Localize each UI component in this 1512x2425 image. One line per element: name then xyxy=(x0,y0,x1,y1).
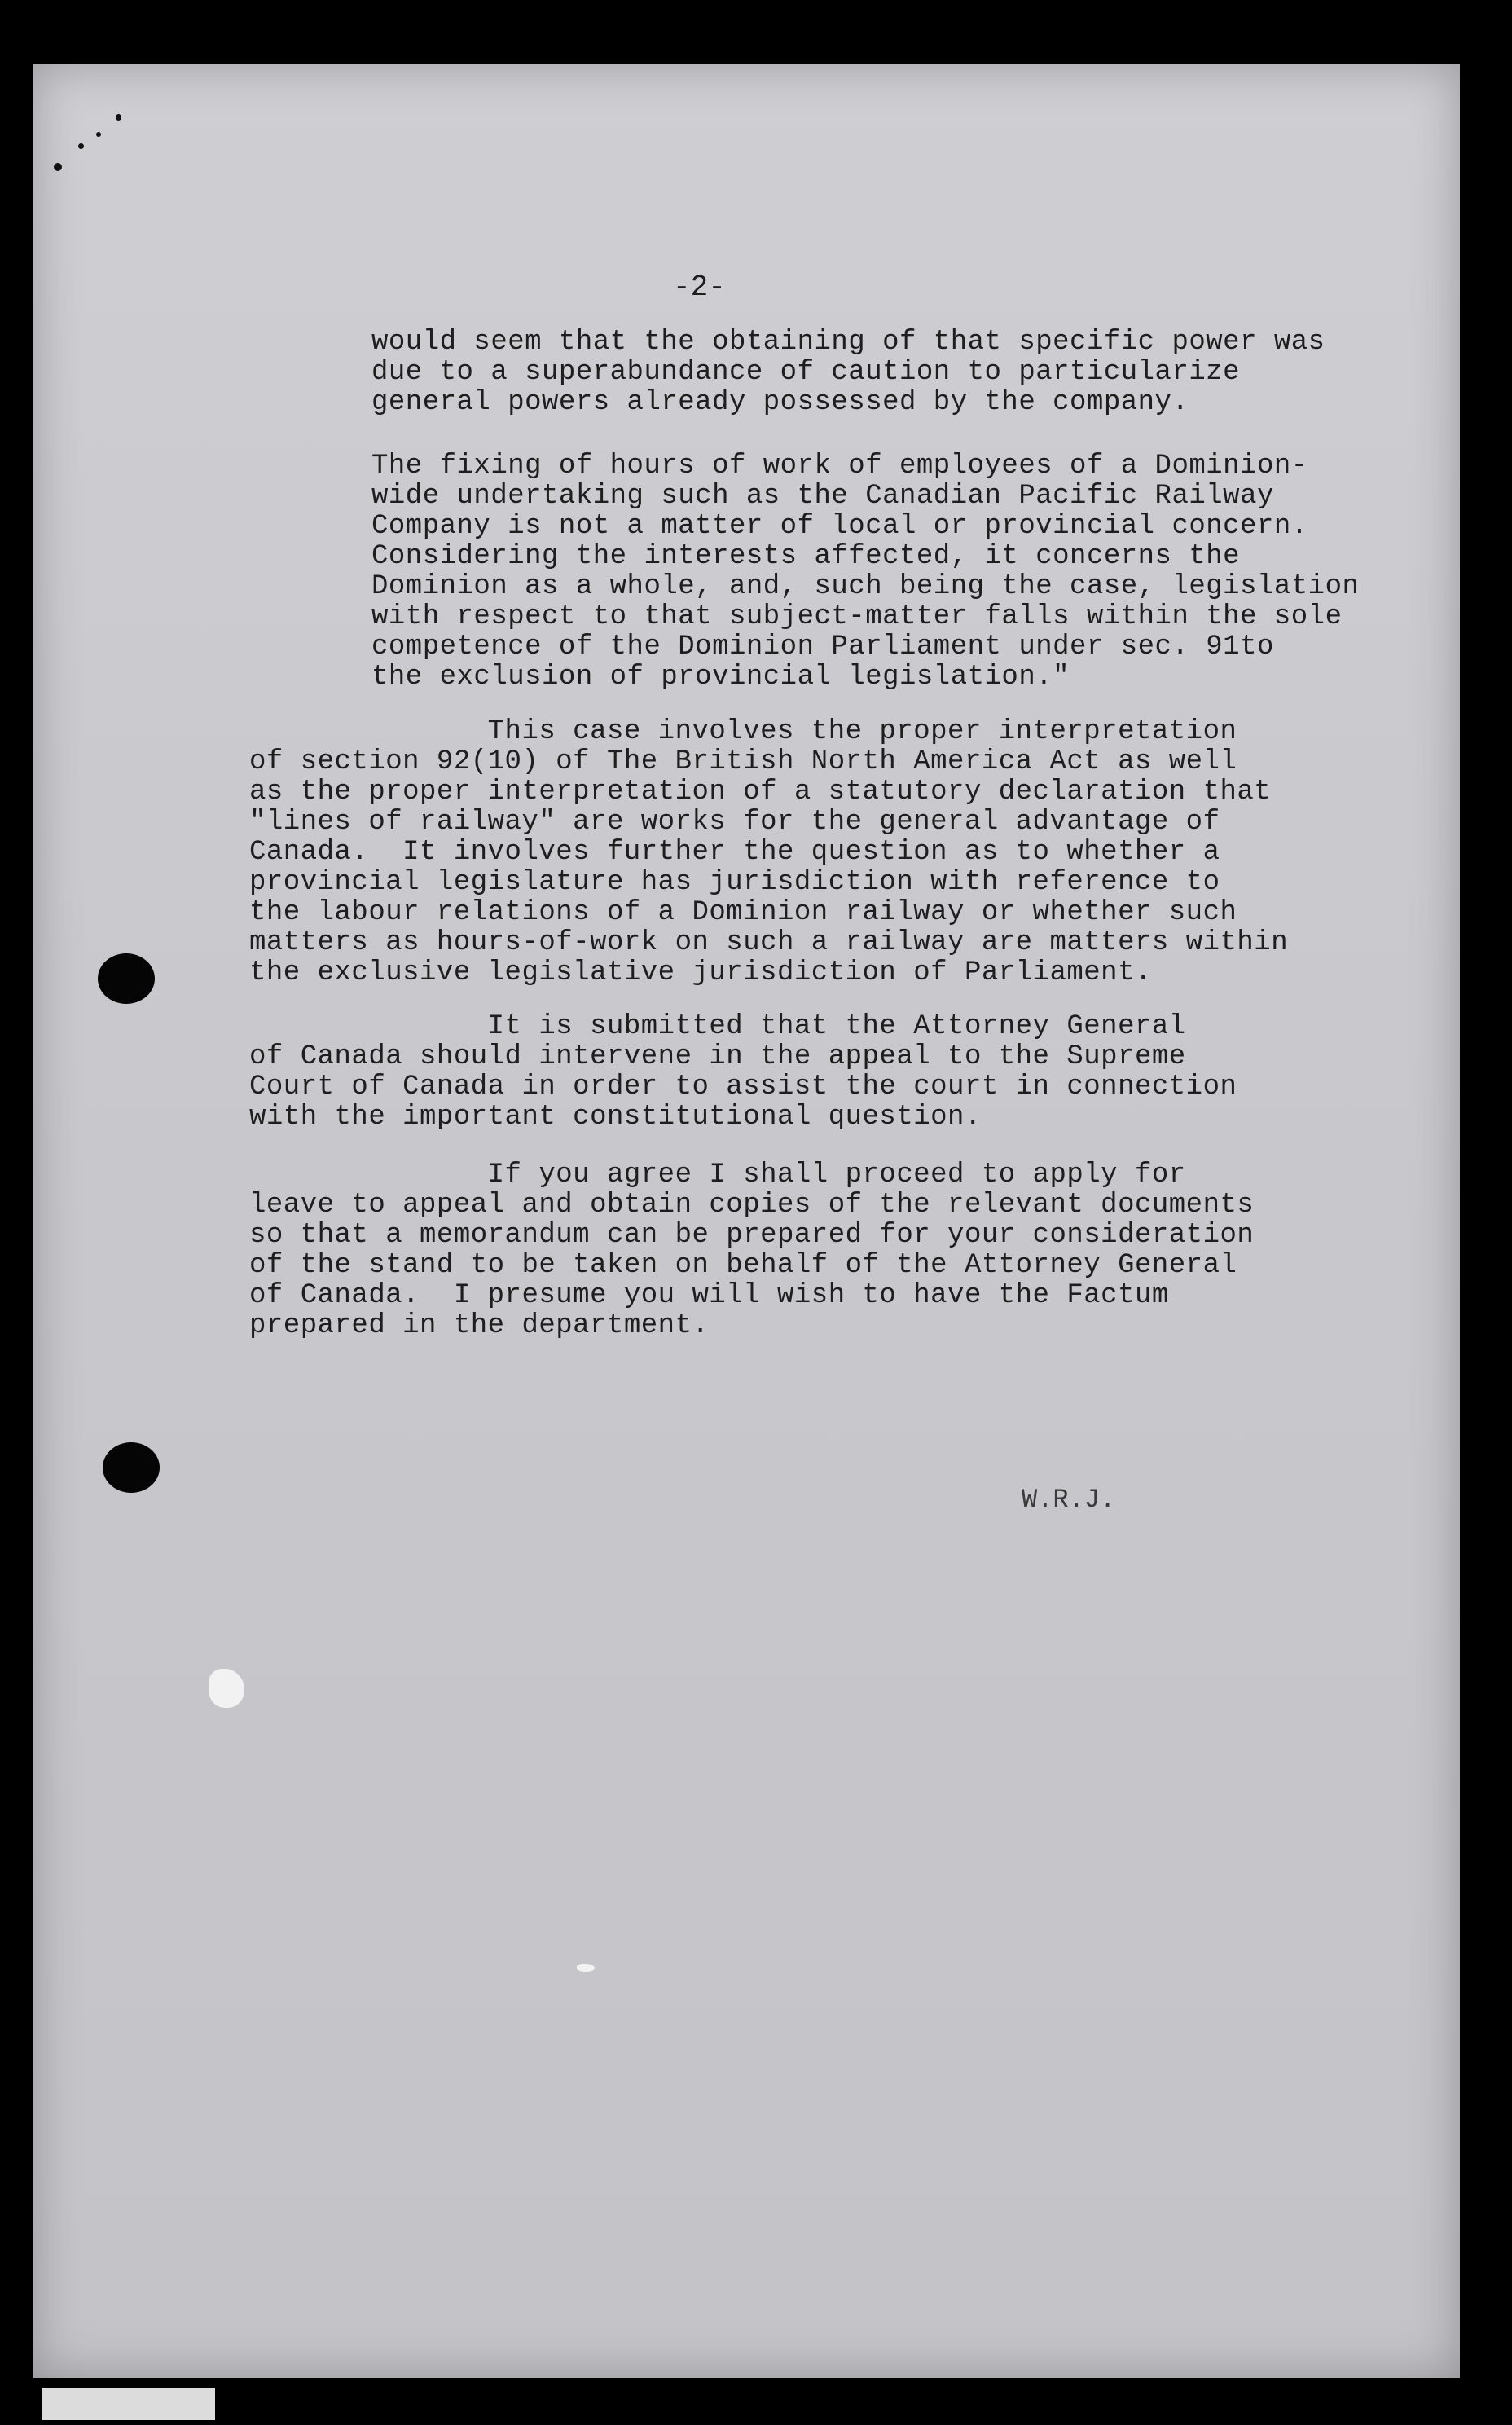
quote-paragraph-2: The fixing of hours of work of employees of a Dominion- wide undertaking such as the Canadian Pacific Railway Company is not a matter of local or provincial concern. Considering the interests affected, it concerns the Dominion as a whole, and, such being the case, legislation with respect to that subject-matter falls within the sole competence of the Dominion Parliament under sec. 91to the exclusion of provincial legislation." xyxy=(371,451,1360,693)
page-number: -2- xyxy=(673,271,726,304)
film-label xyxy=(42,2388,215,2420)
punch-hole-upper xyxy=(98,953,155,1004)
quote-paragraph-1: would seem that the obtaining of that specific power was due to a superabundance of caution to particularize general powers already possessed by the company. xyxy=(371,327,1325,418)
body-paragraph-2: It is submitted that the Attorney General of Canada should intervene in the appeal to the Supreme Court of Canada in order to assist the court in connection with the important constitutional question. xyxy=(249,1011,1237,1133)
ink-speck xyxy=(54,163,62,171)
punch-hole-lower xyxy=(103,1442,160,1493)
paper-blemish xyxy=(209,1669,244,1708)
ink-speck xyxy=(96,132,101,137)
ink-speck xyxy=(116,114,121,121)
paper-blemish xyxy=(577,1964,595,1972)
body-paragraph-3: If you agree I shall proceed to apply for leave to appeal and obtain copies of the relevant documents so that a memorandum can be prepared for your consideration of the stand to be taken on behalf of the Attorney General of Canada. I presume you will wish to have the Factum prepared in the department. xyxy=(249,1160,1255,1341)
body-paragraph-1: This case involves the proper interpretation of section 92(10) of The British North America Act as well as the proper interpretation of a statutory declaration that "lines of railway" are works for the general advantage of Canada. It involves further the question as to whether a provincial legislature has jurisdiction with reference to the labour relations of a Dominion railway or whether such matters as hours-of-work on such a railway are matters within the exclusive legislative jurisdiction of Parliament. xyxy=(249,716,1289,988)
ink-speck xyxy=(78,143,84,149)
signature-initials: W.R.J. xyxy=(1022,1485,1116,1515)
